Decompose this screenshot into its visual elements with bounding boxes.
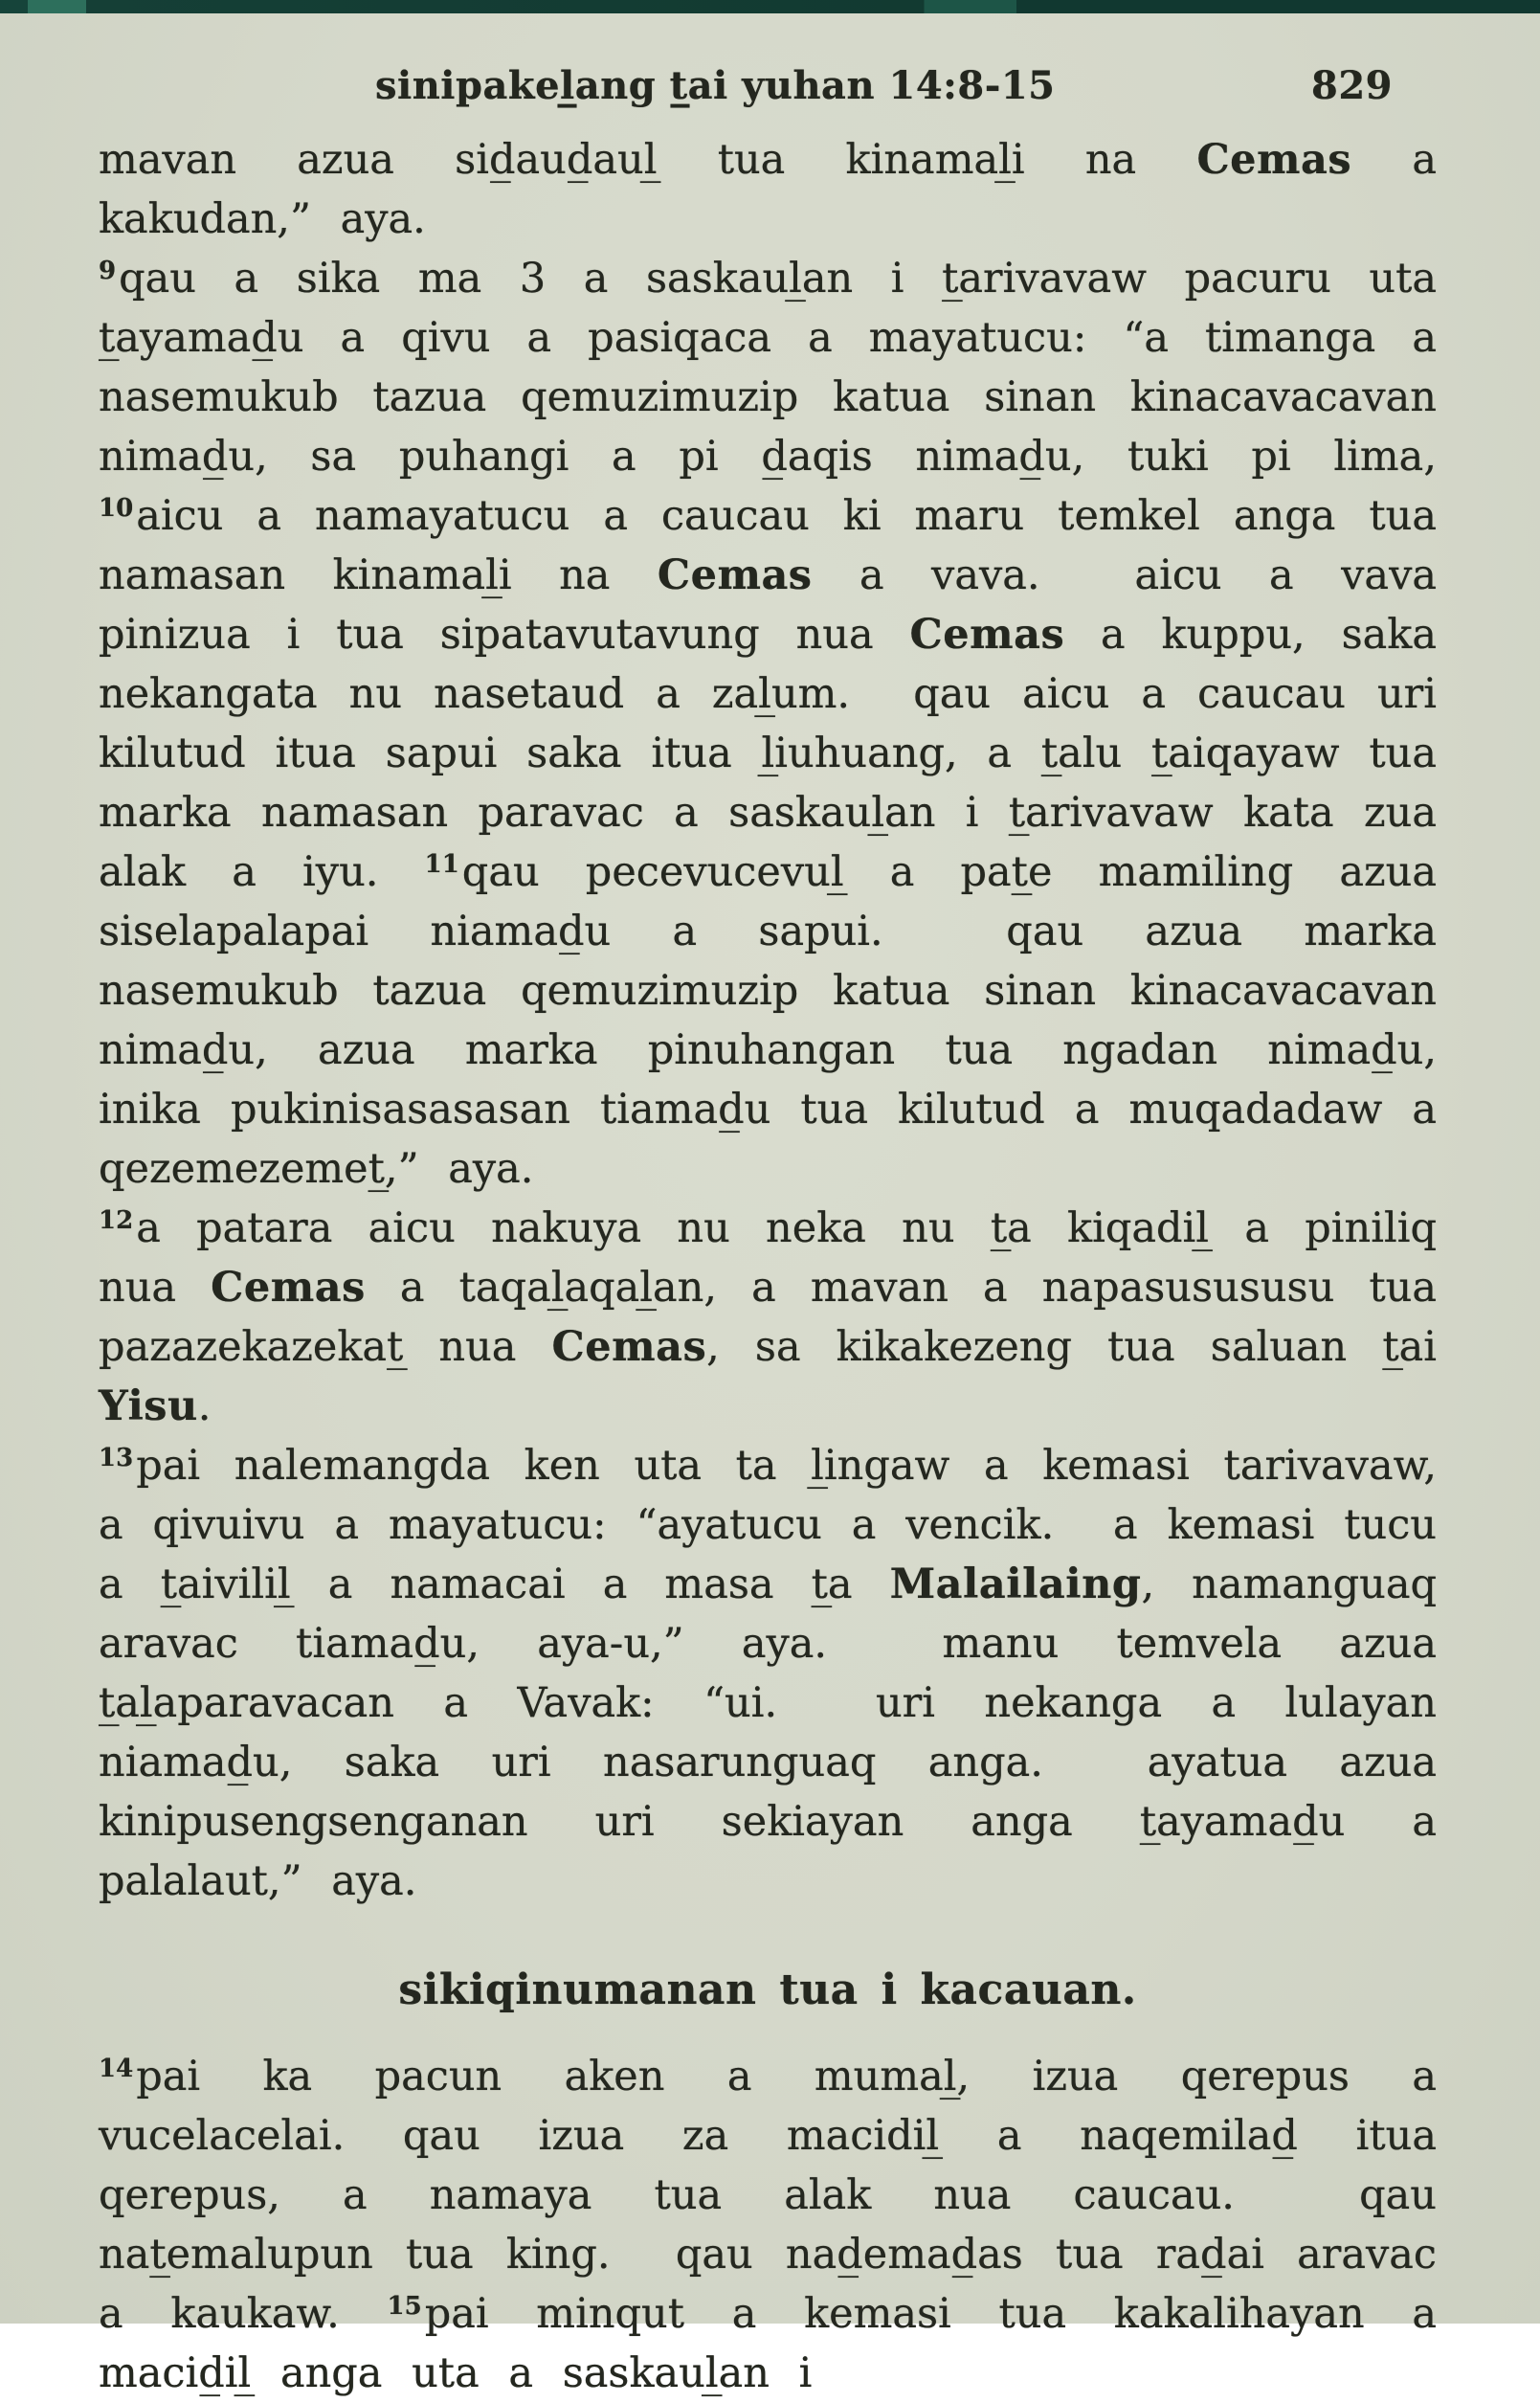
paragraph: [99, 2047, 1437, 2403]
paragraph: [99, 1436, 1437, 1911]
text-run: a vava. aicu a vava pinizua i tua sipatavutavung nua: [99, 551, 1437, 659]
emphasized-name: Yisu: [99, 1382, 198, 1430]
emphasized-name: Cemas: [657, 551, 813, 599]
text-run: a taqal̲aqal̲an, a mavan a napasusususu tua pazazekazekat̲ nua: [99, 1264, 1437, 1371]
emphasized-name: Cemas: [1196, 136, 1352, 184]
text-run: a kuppu, saka nekangata nu nasetaud a zal̲um. qau aicu a caucau uri kilutud itua sapui saka itua l̲iuhuang, a t̲alu t̲aiqayaw tua marka namasan paravac a saskaul̲an i t̲arivavaw kata zua alak a iyu.: [99, 611, 1437, 896]
emphasized-name: Cemas: [909, 611, 1065, 659]
verse-number: 10: [99, 494, 134, 523]
text-run: , sa kikakezeng tua saluan t̲ai: [706, 1323, 1437, 1371]
text-run: .: [197, 1382, 212, 1430]
page-header: [0, 63, 1540, 121]
scan-edge-artifact: [0, 0, 1540, 13]
verse-number: 13: [99, 1444, 134, 1472]
verse-number: 14: [99, 2055, 134, 2083]
emphasized-name: Malailaing: [889, 1561, 1142, 1608]
paragraph: [99, 249, 1437, 1199]
text-run: mavan azua sid̲aud̲aul̲ tua kinamal̲i na: [99, 136, 1197, 184]
text-run: pai ka pacun aken a mumal̲, izua qerepus a vucelacelai. qau izua za macidil̲ a naqemilad̲ itua qerepus, a namaya tua alak nua caucau. qau nat̲emalupun tua king. qau nad̲emad̲as tua rad̲ai aravac a kaukaw.: [99, 2053, 1437, 2338]
text-run: a patara aicu nakuya nu neka nu t̲a kiqadil̲ a piniliq nua: [99, 1204, 1437, 1312]
paragraph: [99, 130, 1437, 249]
verse-number: 9: [99, 257, 117, 285]
text-run: pai minqut a kemasi tua kakalihayan a macid̲il̲ anga uta a saskaul̲an i: [99, 2290, 1437, 2397]
verse-number: 15: [387, 2292, 422, 2321]
paragraph: [99, 1199, 1437, 1436]
page-number: 829: [1311, 63, 1393, 108]
emphasized-name: Cemas: [551, 1323, 707, 1371]
running-title: sinipakel̲ang t̲ai yuhan 14:8-15: [375, 63, 1056, 108]
text-run: , namanguaq aravac tiamad̲u, aya-u,” aya. manu temvela azua t̲al̲aparavacan a Vavak: “ui. uri nekanga a lulayan niamad̲u, saka uri nasarunguaq anga. ayatua azua kinipusengsenganan uri sekiayan anga t̲ayamad̲u a palalaut,” aya.: [99, 1561, 1437, 1905]
text-run: aicu a namayatucu a caucau ki maru temkel anga tua namasan kinamal̲i na: [99, 492, 1437, 599]
text-run: qau a sika ma 3 a saskaul̲an i t̲arivavaw pacuru uta t̲ayamad̲u a qivu a pasiqaca a mayatucu: “a timanga a nasemukub tazua qemuzimuzip katua sinan kinacavacavan nimad̲u, sa puhangi a pi d̲aqis nimad̲u, tuki pi lima,: [99, 255, 1437, 481]
emphasized-name: Cemas: [211, 1264, 366, 1312]
text-run: qau pecevucevul̲ a pat̲e mamiling azua siselapalapai niamad̲u a sapui. qau azua marka nasemukub tazua qemuzimuzip katua sinan kinacavacavan nimad̲u, azua marka pinuhangan tua ngadan nimad̲u, inika pukinisasasasan tiamad̲u tua kilutud a muqadadaw a qezemezemet̲,” aya.: [99, 848, 1438, 1193]
text-block: [99, 130, 1437, 2403]
text-run: a kakudan,” aya.: [99, 136, 1437, 243]
verse-number: 12: [99, 1206, 134, 1235]
text-run: pai nalemangda ken uta ta l̲ingaw a kemasi tarivavaw, a qivuivu a mayatucu: “ayatucu a vencik. a kemasi tucu a t̲aivilil̲ a namacai a masa t̲a: [99, 1442, 1437, 1608]
section-heading: sikiqinumanan tua i kacauan.: [398, 1965, 1137, 2014]
verse-number: 11: [424, 850, 459, 879]
